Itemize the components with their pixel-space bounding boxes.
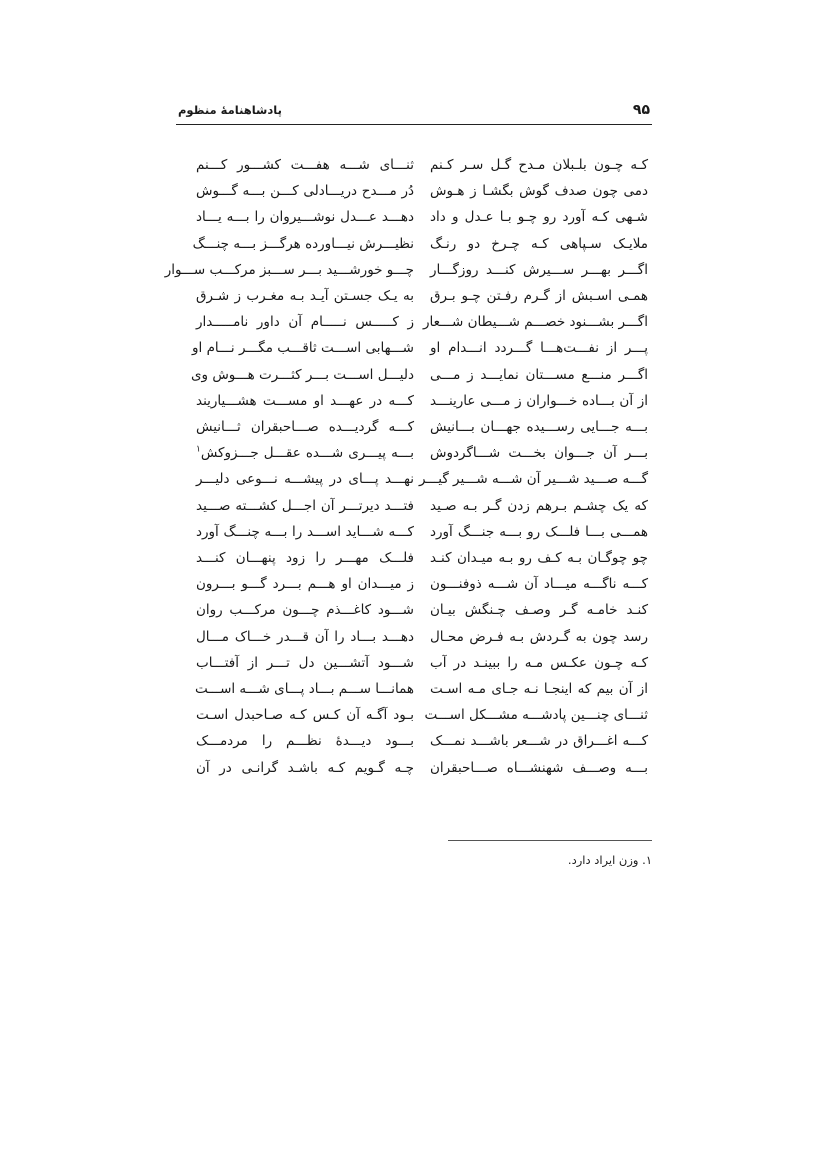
verse-line: از آن بـــاده خـــواران ز مـــی عارینـــد [430,392,648,409]
verse-line: که یک چشـم بـرهم زدن گـر بـه صـید [430,497,648,514]
verse-line: اگـــر منـــع مســـتان نمایـــد ز مـــی [430,366,648,383]
verse-line: شـــود آتشـــین دل تـــر از آفتـــاب [196,654,414,671]
verse-line: ثنـــای شـــه هفـــت کشـــور کـــنم [196,157,414,173]
verse-line: دهـــد عـــدل نوشـــیروان را بـــه یـــاد [196,209,414,226]
footnote-marker: ۱ [196,444,201,455]
verse-line: کـــه ناگـــه میـــاد آن شـــه ذوفنـــون [430,576,648,593]
left-column [164,152,414,781]
verse-line: چـــو خورشـــید بـــر ســـبز مرکـــب ســـوار [164,261,414,278]
verse-line: دُر مـــدح دریـــادلی کـــن بـــه گـــوش [196,183,414,200]
verse-line: به یـک جسـتن آیـد بـه مغـرب ز شـرق [196,288,414,305]
verse-line: بـود آگـه آن کـس کـه صـاحبدل اسـت [196,707,414,724]
verse-line: ثنـــای چنـــین پادشـــه مشـــکل اســـت [424,707,648,724]
verse-line: بـــر آن جـــوان بخـــت شـــاگردوش [430,445,648,462]
running-header [176,100,652,125]
verse-line: بـــه وصـــف شهنشـــاه صـــاحبقران [430,759,648,776]
verse-line: دلیـــل اســـت بـــر کثـــرت هـــوش وی [190,366,414,383]
verse-line: نظیـــرش نیـــاورده هرگـــز بـــه چنـــگ [192,235,414,252]
verse-line: کـــه در عهـــد او مســـت هشـــیاریند [196,392,414,409]
verse-line: اگـــر بهـــر ســـیرش کنـــد روزگـــار [430,261,648,278]
verse-line: شـهی کـه آورد رو چـو بـا عـدل و داد [430,209,648,226]
verse-line: ز میـــدان او هـــم بـــرد گـــو بـــرون [196,576,414,593]
verse-line: فتـــد دیرتـــر آن اجـــل کشـــته صـــید [196,497,414,514]
verse-line: دهـــد بـــاد را آن قـــدر خـــاک مـــال [196,628,414,645]
verse-line: از آن بیم که اینجـا نـه جـای مـه اسـت [430,681,648,698]
verse-line: کنـد خامـه گـر وصـف چـنگش بیـان [430,602,648,619]
verse-line: رسد چون به گـردش بـه فـرض محـال [430,628,648,645]
footnote: ۱. وزن ایراد دارد. [567,853,652,867]
verse-line: پـــر از نفـــت‌هـــا گـــردد انـــدام او [430,340,648,357]
verse-line: اگـــر بشـــنود خصـــم شـــیطان شـــعار [423,314,648,331]
verse-line: همانـــا ســـم بـــاد پـــای شـــه اســـت [194,681,414,698]
verse-line: ز کـــــس نـــــام آن داور نامـــــدار [196,314,414,331]
verse-line: همـی اسـبش از گـرم رفـتن چـو بـرق [430,288,648,305]
verse-line: بـــود دیـــدهٔ نظـــم را مردمـــک [196,733,414,750]
verse-line: فلـــک مهـــر را زود پنهـــان کنـــد [196,550,414,567]
verse-line: گـــه صـــید شـــیر آن شـــه شـــیر گیـــر [418,471,648,488]
right-column [418,152,648,781]
verse-line: چـه گـویم کـه باشـد گرانـی در آن [196,759,414,776]
verse-line: دمی چون صدف گوش بگشـا ز هـوش [430,183,648,200]
verse-line: شـــهابی اســـت ثاقـــب مگـــر نـــام او [192,340,414,357]
footnote-divider [448,840,652,841]
verse-line: کـــه گردیـــده صـــاحبقران ثـــانیش [196,419,414,436]
verse-text: بـــه پیـــری شـــده عقـــل جـــزوکش [200,445,414,462]
verse-line-with-footnote [196,440,414,466]
verse-line: کـــه شـــاید اســـد را بـــه چنـــگ آورد [196,523,414,540]
verse-line: کـه چـون عکـس مـه را ببینـد در آب [430,654,648,671]
verse-line: همـــی بـــا فلـــک رو بـــه جنـــگ آورد [430,523,648,540]
book-title: پادشاهنامهٔ منظوم [178,103,282,117]
verse-line: بـــه جـــایی رســـیده جهـــان بـــانیش [430,419,648,436]
page-number: ۹۵ [632,102,650,118]
verse-line: ملایـک سـپاهی کـه چـرخ دو رنـگ [430,235,648,252]
verse-line: چو چوگـان بـه کـف رو بـه میـدان کنـد [430,550,648,567]
verse-line: شـــود کاغـــذم چـــون مرکـــب روان [196,602,414,619]
verse-line: کـــه اغـــراق در شـــعر باشـــد نمـــک [430,733,648,750]
verse-line: نهـــد پـــای در پیشـــه نـــوعی دلیـــر [196,471,414,488]
verse-line: کـه چـون بلـبلان مـدح گـل سـر کـنم [430,157,648,173]
